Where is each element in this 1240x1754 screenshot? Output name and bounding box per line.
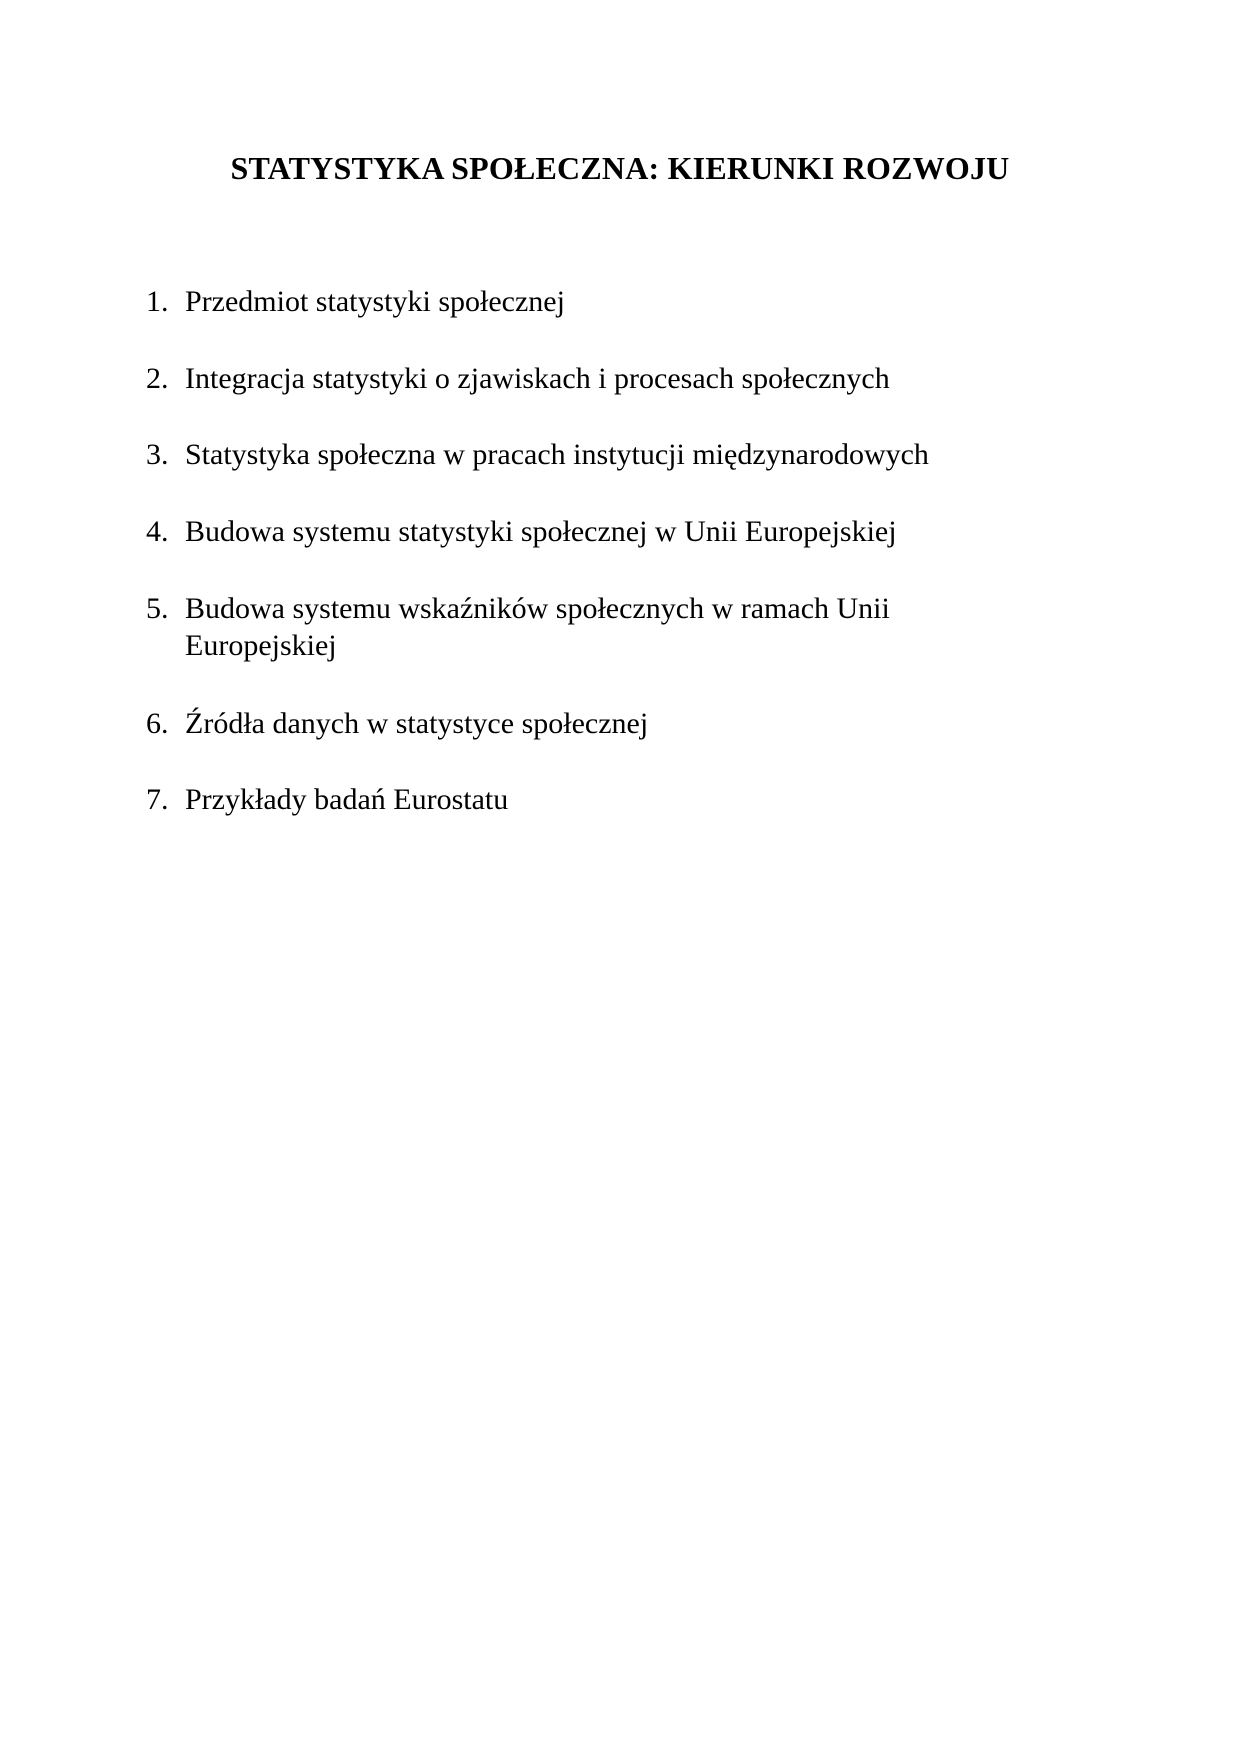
list-item-number: 3. <box>146 438 169 471</box>
list-item <box>146 590 1006 664</box>
list-item <box>146 705 1006 742</box>
list-item-number: 7. <box>146 783 169 816</box>
list-item-text: Źródła danych w statystyce społecznej <box>185 707 649 740</box>
document-title: STATYSTYKA SPOŁECZNA: KIERUNKI ROZWOJU <box>230 150 1010 186</box>
list-item-text: Budowa systemu wskaźników społecznych w ramach Unii Europejskiej <box>185 592 890 662</box>
list-item-text: Przykłady badań Eurostatu <box>185 783 509 816</box>
list-item-number: 5. <box>146 592 169 625</box>
list-item <box>146 436 1006 473</box>
list-item <box>146 513 1006 550</box>
list-item-number: 6. <box>146 707 169 740</box>
list-item-text: Statystyka społeczna w pracach instytucji międzynarodowych <box>185 438 929 471</box>
list-item-number: 2. <box>146 362 169 395</box>
list-item-text: Przedmiot statystyki społecznej <box>185 285 565 318</box>
list-item <box>146 781 1006 818</box>
list-item <box>146 283 1006 320</box>
list-item-number: 4. <box>146 515 169 548</box>
list-item-number: 1. <box>146 285 169 318</box>
list-item <box>146 360 1006 397</box>
list-item-text: Integracja statystyki o zjawiskach i procesach społecznych <box>185 362 890 395</box>
list-item-text: Budowa systemu statystyki społecznej w Unii Europejskiej <box>185 515 897 548</box>
